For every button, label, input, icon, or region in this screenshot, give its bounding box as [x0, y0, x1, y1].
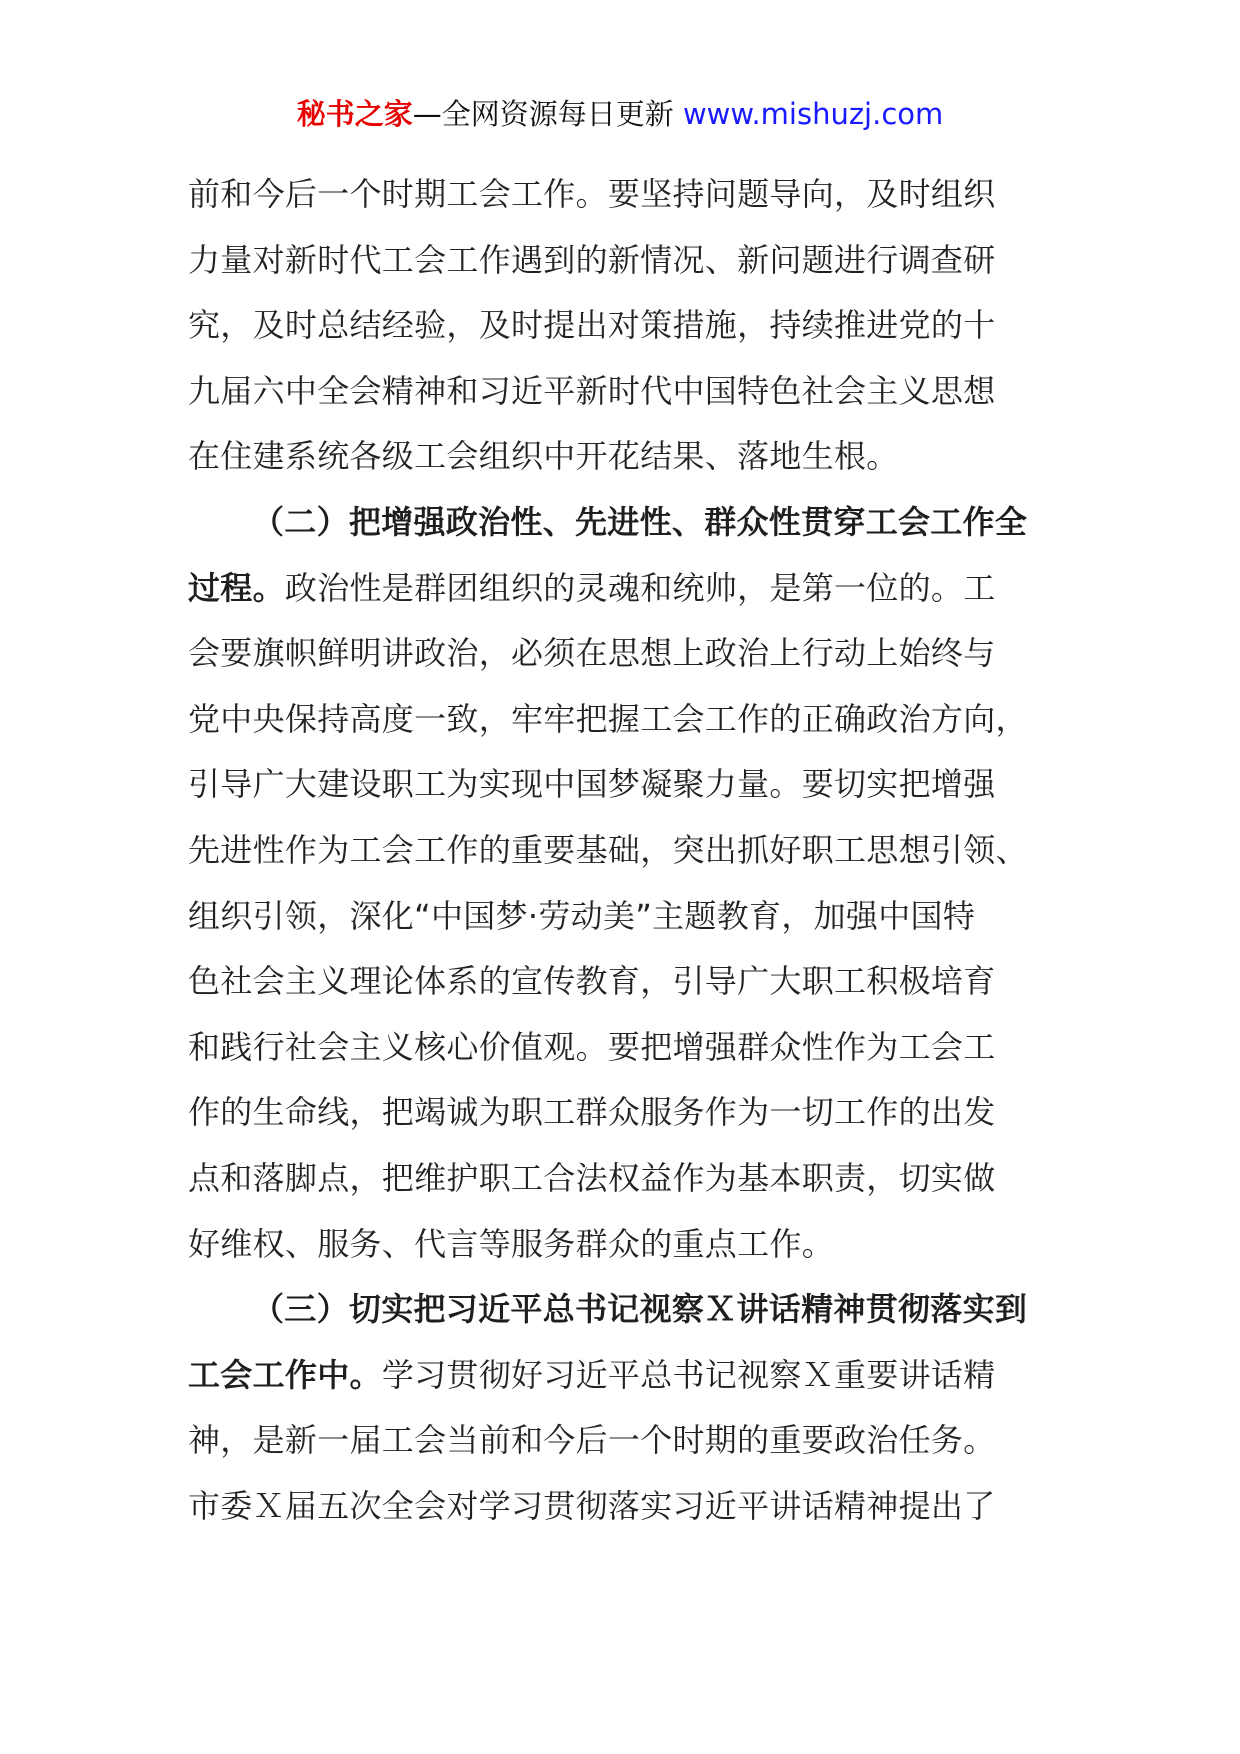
- body-line: 好维权、服务、代言等服务群众的重点工作。: [188, 1224, 835, 1263]
- body-line: 点和落脚点，把维护职工合法权益作为基本职责，切实做: [188, 1158, 996, 1197]
- site-url-link[interactable]: www.mishuzj.com: [682, 97, 944, 131]
- body-line: 组织引领，深化“中国梦·劳动美”主题教育，加强中国特: [188, 896, 976, 935]
- body-line: 市委Ｘ届五次全会对学习贯彻落实习近平讲话精神提出了: [188, 1486, 996, 1525]
- body-line: 引导广大建设职工为实现中国梦凝聚力量。要切实把增强: [188, 765, 996, 804]
- site-tagline: —全网资源每日更新: [412, 97, 674, 131]
- section-3-first-line: [188, 1343, 1066, 1409]
- body-line: 色社会主义理论体系的宣传教育，引导广大职工积极培育: [188, 962, 996, 1001]
- document-body: [188, 162, 1066, 1539]
- section-2-heading-end: 过程。: [188, 568, 285, 607]
- body-line: 前和今后一个时期工会工作。要坚持问题导向，及时组织: [188, 175, 996, 213]
- body-line: 在住建系统各级工会组织中开花结果、落地生根。: [188, 437, 899, 476]
- body-line: 究，及时总结经验，及时提出对策措施，持续推进党的十: [188, 306, 996, 345]
- page-header: [0, 94, 1240, 134]
- body-line: 作的生命线，把竭诚为职工群众服务作为一切工作的出发: [188, 1093, 996, 1132]
- section-2-first-line: [188, 556, 1066, 622]
- body-line: 和践行社会主义核心价值观。要把增强群众性作为工会工: [188, 1027, 996, 1066]
- section-3-first-text: 学习贯彻好习近平总书记视察Ｘ重要讲话精: [381, 1355, 996, 1394]
- section-3-heading-end: 工会工作中。: [188, 1355, 382, 1394]
- body-line: 先进性作为工会工作的重要基础，突出抓好职工思想引领、: [188, 830, 1028, 869]
- body-line: 力量对新时代工会工作遇到的新情况、新问题进行调查研: [188, 240, 996, 279]
- site-brand: 秘书之家: [296, 97, 413, 131]
- body-line: 会要旗帜鲜明讲政治，必须在思想上政治上行动上始终与: [188, 634, 996, 673]
- body-line: 党中央保持高度一致，牢牢把握工会工作的正确政治方向，: [188, 699, 1028, 738]
- section-3-heading: （三）切实把习近平总书记视察Ｘ讲话精神贯彻落实到: [252, 1290, 1028, 1329]
- section-2-first-text: 政治性是群团组织的灵魂和统帅，是第一位的。工: [284, 568, 996, 607]
- body-line: 神，是新一届工会当前和今后一个时期的重要政治任务。: [188, 1421, 996, 1460]
- section-2-heading: （二）把增强政治性、先进性、群众性贯穿工会工作全: [252, 502, 1028, 541]
- body-line: 九届六中全会精神和习近平新时代中国特色社会主义思想: [188, 371, 996, 410]
